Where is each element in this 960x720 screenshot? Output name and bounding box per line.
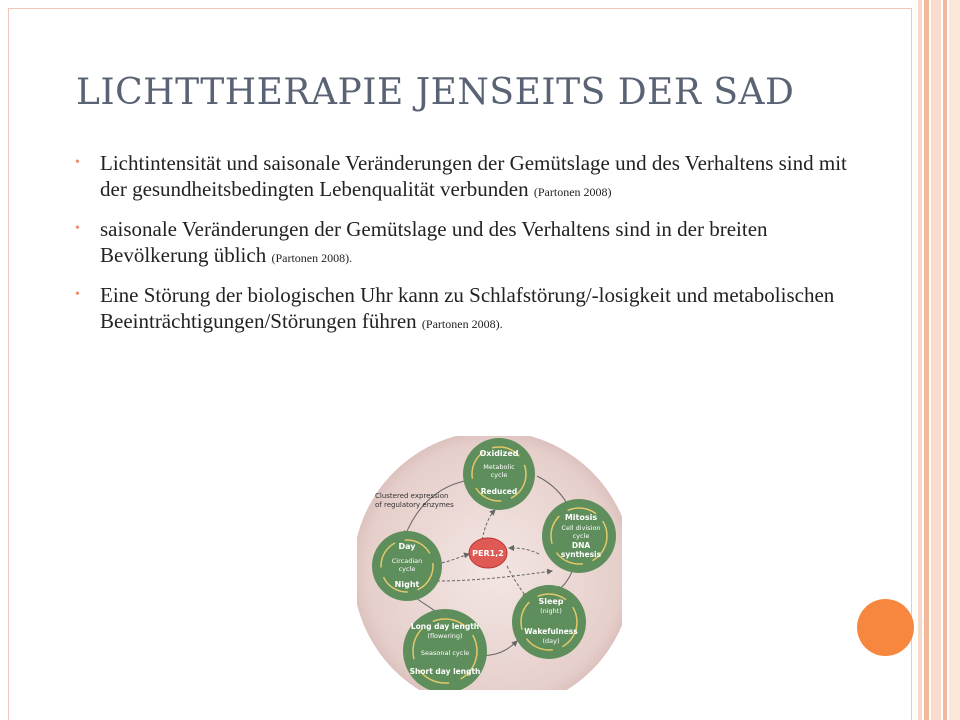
bullet-text: Lichtintensität und saisonale Veränderungen der Gemütslage und des Verhaltens sind mit der gesundheitsbedingten Lebenqualität verbunden	[100, 151, 847, 201]
cycles-diagram	[357, 436, 622, 690]
decor-stripe	[931, 0, 941, 720]
bullet-text: Eine Störung der biologischen Uhr kann zu Schlafstörung/-losigkeit und metabolischen Beeinträchtigungen/Störungen führen	[100, 283, 835, 333]
seasonal-top-sub: (flowering)	[427, 632, 463, 640]
bullet-icon: •	[75, 287, 80, 302]
bullet-icon: •	[75, 221, 80, 236]
bullet-citation: (Partonen 2008)	[533, 185, 612, 199]
metabolic-cycle	[463, 438, 535, 510]
bullet-item	[75, 216, 865, 271]
mitosis-mid2: cycle	[572, 532, 590, 540]
bullet-item	[75, 150, 865, 205]
mitosis-cycle	[542, 499, 616, 573]
mitosis-bottom2: synthesis	[560, 550, 602, 559]
circadian-mid2: cycle	[398, 565, 416, 573]
sleep-cycle	[512, 585, 586, 659]
seasonal-cycle	[403, 609, 487, 690]
circadian-mid1: Circadian	[391, 557, 423, 565]
seasonal-mid: Seasonal cycle	[420, 649, 470, 657]
metabolic-mid1: Metabolic	[483, 463, 515, 471]
mitosis-bottom1: DNA	[571, 541, 591, 550]
seasonal-bottom: Short day length	[409, 667, 481, 676]
mitosis-top: Mitosis	[564, 513, 598, 522]
clustered-label-1: Clustered expression	[375, 492, 449, 500]
bullet-citation: (Partonen 2008).	[421, 317, 503, 331]
sleep-top: Sleep	[538, 597, 564, 606]
clustered-label-2: of regulatory enzymes	[375, 501, 454, 509]
bullet-list	[75, 150, 865, 348]
sleep-bottom: Wakefulness	[524, 627, 578, 636]
metabolic-mid2: cycle	[490, 471, 508, 479]
sleep-bottom-sub: (day)	[542, 637, 560, 645]
bullet-icon: •	[75, 155, 80, 170]
metabolic-bottom: Reduced	[480, 487, 518, 496]
accent-circle	[857, 599, 914, 656]
decor-stripe	[943, 0, 947, 720]
bullet-text: saisonale Veränderungen der Gemütslage und des Verhaltens sind in der breiten Bevölkerung üblich	[100, 217, 768, 267]
per-node	[469, 538, 507, 568]
metabolic-top: Oxidized	[479, 449, 519, 458]
decor-stripe	[924, 0, 929, 720]
decor-stripe	[949, 0, 960, 720]
sleep-top-sub: (night)	[540, 607, 562, 615]
bullet-item	[75, 282, 865, 337]
circadian-top: Day	[398, 542, 416, 551]
bullet-citation: (Partonen 2008).	[271, 251, 353, 265]
per-label: PER1,2	[472, 549, 504, 558]
cycles-diagram-svg	[357, 436, 622, 690]
seasonal-top: Long day length	[410, 622, 480, 631]
circadian-cycle	[372, 531, 442, 601]
slide-title: LICHTTHERAPIE JENSEITS DER SAD	[76, 72, 795, 113]
circadian-bottom: Night	[394, 580, 420, 589]
decor-stripe	[918, 0, 922, 720]
mitosis-mid1: Cell division	[561, 524, 601, 532]
